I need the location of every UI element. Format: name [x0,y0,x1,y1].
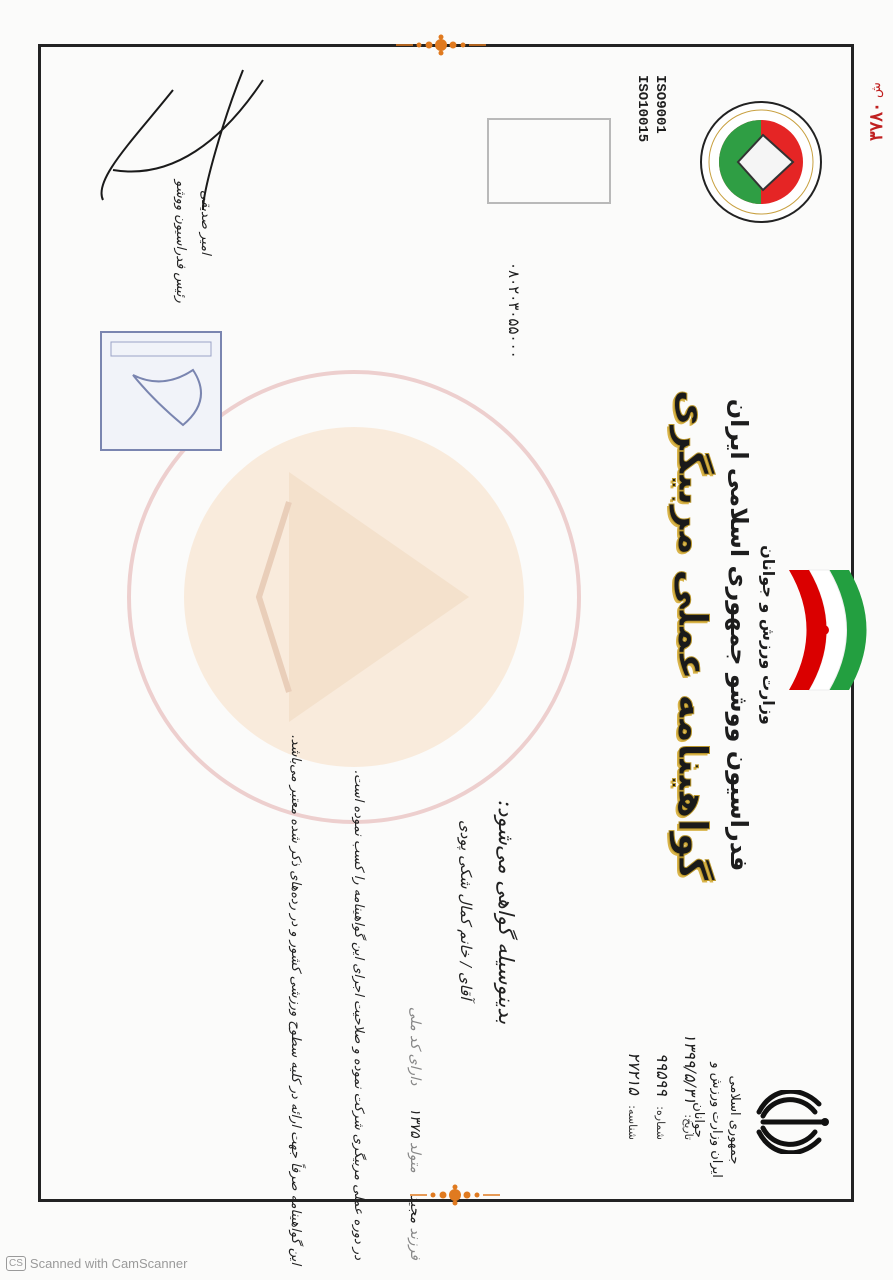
photo-placeholder [487,118,611,204]
serial-prefix: ش [868,82,883,98]
certificate-meta [619,1000,703,1140]
signatory-name: امیر صدیقی [198,190,213,255]
father-label: فرزند [407,1227,423,1260]
number-label: شماره: [654,1106,667,1140]
federation-name: فدراسیون ووشو جمهوری اسلامی ایران [725,398,753,872]
iso-9001: ISO9001 [652,75,668,134]
official-stamp-icon [99,330,223,452]
camscanner-text: Scanned with CamScanner [29,1256,188,1271]
birth-label: متولد [407,1142,423,1173]
validity-statement: این گواهینامه صرفاً جهت ارائه در کلیه سطوح ورزشی کشور و در رده‌های ذکر شده معتبر می‌باشد. [288,734,303,1265]
number-value: ۹۹۵۹۹ [653,1052,672,1096]
serial-value: ۳۷۸۰ [866,102,886,142]
id-value: ۲۷۲۱۵ [625,1051,644,1095]
date-row [675,1000,703,1140]
camscanner-badge: CS [6,1256,26,1271]
iran-emblem-icon [755,1090,833,1154]
number-row [647,1000,675,1140]
iran-flag-icon [779,560,879,700]
iso-certifications [633,75,669,142]
father-name: مجید [407,1195,423,1224]
signature-icon [83,60,283,220]
holder-details [407,260,423,1260]
id-label: شناسه: [626,1105,639,1140]
certificate-title: گواهینامه عملی مربیگری [669,389,715,881]
date-label: تاریخ: [682,1114,695,1140]
certify-line: بدینوسیله گواهی می‌شود: [494,800,518,1025]
wushu-federation-logo-icon [698,100,823,225]
birth-year: ۱۳۷۵ [407,1107,423,1138]
id-row [619,1000,647,1140]
national-id-label: دارای کد ملی [407,1006,423,1086]
emblem-caption: جمهوری اسلامی ایران وزارت ورزش و جوانان [691,1062,742,1178]
national-id-code: ۰۸۰۲۰۳۰۵۵۰۰۰ [505,262,523,359]
date-value: ۱۳۹۹/۵/۳۱ [681,1033,700,1104]
signatory-title: رئیس فدراسیون ووشو [173,180,188,303]
iso-10015: ISO10015 [634,75,650,143]
course-statement: در دوره عملی مربیگری شرکت نموده و صلاحیت اجرای این گواهینامه را کسب نموده است. [351,769,366,1260]
holder-name: آقای / خانم کمال شکی پودی [457,820,475,1000]
ministry-name: وزارت ورزش و جوانان [759,545,778,725]
